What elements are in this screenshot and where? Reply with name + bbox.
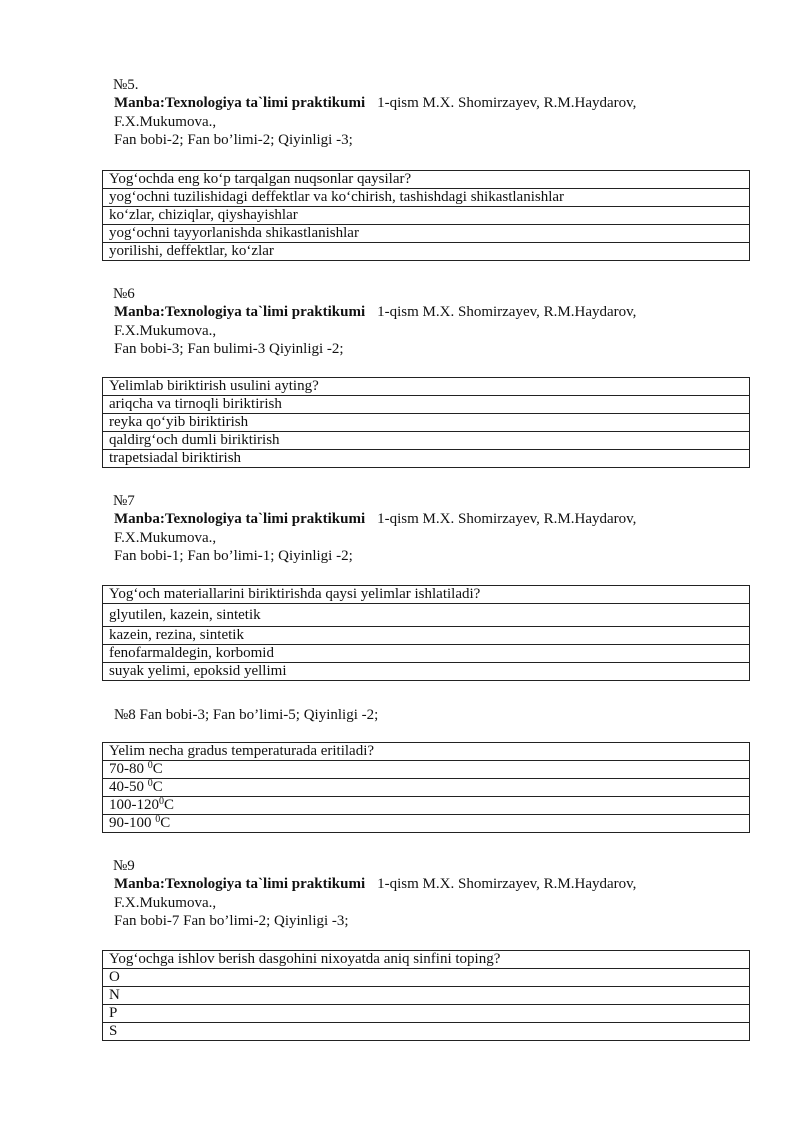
question-table-5 bbox=[102, 170, 750, 261]
answer-option: fenofarmaldegin, korbomid bbox=[103, 645, 750, 663]
answer-unit: C bbox=[160, 815, 171, 831]
answer-row bbox=[103, 779, 750, 797]
question-header-8 bbox=[114, 706, 754, 724]
question-header-5 bbox=[114, 76, 754, 149]
answer-unit: C bbox=[152, 779, 163, 795]
answer-row bbox=[103, 207, 750, 225]
answer-value: 90-100 bbox=[109, 815, 156, 831]
answer-row bbox=[103, 450, 750, 468]
answer-option: O bbox=[103, 969, 750, 987]
answer-option: qaldirg‘och dumli biriktirish bbox=[103, 432, 750, 450]
answer-row bbox=[103, 604, 750, 627]
question-header-6 bbox=[114, 285, 754, 358]
source-label: Manba:Texnologiya ta`limi praktikumi bbox=[114, 876, 366, 893]
answer-option: kazein, rezina, sintetik bbox=[103, 627, 750, 645]
source-label: Manba:Texnologiya ta`limi praktikumi bbox=[114, 511, 366, 528]
source-authors: 1-qism M.X. Shomirzayev, R.M.Haydarov, bbox=[377, 511, 637, 528]
answer-row bbox=[103, 797, 750, 815]
question-number: №6 bbox=[113, 286, 135, 302]
question-text: Yelim necha gradus temperaturada eritiladi? bbox=[103, 743, 750, 761]
source-authors: 1-qism M.X. Shomirzayev, R.M.Haydarov, bbox=[377, 95, 637, 112]
source-line bbox=[114, 875, 754, 893]
answer-row bbox=[103, 396, 750, 414]
answer-row bbox=[103, 243, 750, 261]
question-number: №5. bbox=[113, 77, 139, 93]
source-authors-cont: F.X.Mukumova., bbox=[114, 529, 217, 546]
answer-option bbox=[103, 779, 750, 797]
answer-option: ko‘zlar, chiziqlar, qiyshayishlar bbox=[103, 207, 750, 225]
answer-value: 100-120 bbox=[109, 797, 159, 813]
answer-option: yog‘ochni tayyorlanishda shikastlanishlar bbox=[103, 225, 750, 243]
degree-superscript: 0 bbox=[147, 760, 153, 771]
degree-superscript: 0 bbox=[147, 778, 153, 789]
source-authors-cont: F.X.Mukumova., bbox=[114, 113, 217, 130]
answer-option bbox=[103, 797, 750, 815]
question-row bbox=[103, 951, 750, 969]
question-number: №7 bbox=[113, 493, 135, 509]
source-authors-cont: F.X.Mukumova., bbox=[114, 322, 217, 339]
degree-superscript: 0 bbox=[159, 796, 164, 807]
answer-option bbox=[103, 761, 750, 779]
answer-option: ariqcha va tirnoqli biriktirish bbox=[103, 396, 750, 414]
question-meta: Fan bobi-7 Fan bo’limi-2; Qiyinligi -3; bbox=[114, 912, 349, 929]
answer-option: P bbox=[103, 1005, 750, 1023]
question-table-9 bbox=[102, 950, 750, 1041]
answer-option: glyutilen, kazein, sintetik bbox=[103, 604, 750, 627]
source-authors: 1-qism M.X. Shomirzayev, R.M.Haydarov, bbox=[377, 876, 637, 893]
answer-option: reyka qo‘yib biriktirish bbox=[103, 414, 750, 432]
answer-row bbox=[103, 663, 750, 681]
question-row bbox=[103, 586, 750, 604]
question-row bbox=[103, 378, 750, 396]
answer-option bbox=[103, 815, 750, 833]
answer-row bbox=[103, 414, 750, 432]
question-row bbox=[103, 743, 750, 761]
source-line bbox=[114, 303, 754, 321]
question-text: Yog‘ochda eng ko‘p tarqalgan nuqsonlar qaysilar? bbox=[103, 171, 750, 189]
answer-value: 70-80 bbox=[109, 761, 148, 777]
answer-row bbox=[103, 969, 750, 987]
question-meta: Fan bobi-3; Fan bulimi-3 Qiyinligi -2; bbox=[114, 340, 344, 357]
question-number: №9 bbox=[113, 858, 135, 874]
answer-unit: C bbox=[152, 761, 163, 777]
question-table-6 bbox=[102, 377, 750, 468]
answer-row bbox=[103, 225, 750, 243]
answer-unit: C bbox=[164, 797, 175, 813]
answer-row bbox=[103, 189, 750, 207]
answer-option: yorilishi, deffektlar, ko‘zlar bbox=[103, 243, 750, 261]
question-table-8 bbox=[102, 742, 750, 833]
question-number-meta: №8 Fan bobi-3; Fan bo’limi-5; Qiyinligi -2; bbox=[114, 707, 379, 723]
answer-row bbox=[103, 987, 750, 1005]
question-text: Yelimlab biriktirish usulini ayting? bbox=[103, 378, 750, 396]
source-label: Manba:Texnologiya ta`limi praktikumi bbox=[114, 95, 366, 112]
source-authors-cont: F.X.Mukumova., bbox=[114, 894, 217, 911]
degree-superscript: 0 bbox=[155, 814, 161, 825]
answer-row bbox=[103, 815, 750, 833]
question-row bbox=[103, 171, 750, 189]
answer-option: N bbox=[103, 987, 750, 1005]
question-header-7 bbox=[114, 492, 754, 565]
question-header-9 bbox=[114, 857, 754, 930]
answer-row bbox=[103, 627, 750, 645]
question-meta: Fan bobi-1; Fan bo’limi-1; Qiyinligi -2; bbox=[114, 547, 353, 564]
answer-row bbox=[103, 1005, 750, 1023]
answer-option: suyak yelimi, epoksid yellimi bbox=[103, 663, 750, 681]
question-table-7 bbox=[102, 585, 750, 681]
question-meta: Fan bobi-2; Fan bo’limi-2; Qiyinligi -3; bbox=[114, 131, 353, 148]
answer-row bbox=[103, 761, 750, 779]
source-authors: 1-qism M.X. Shomirzayev, R.M.Haydarov, bbox=[377, 304, 637, 321]
answer-option: trapetsiadal biriktirish bbox=[103, 450, 750, 468]
answer-value: 40-50 bbox=[109, 779, 148, 795]
answer-row bbox=[103, 645, 750, 663]
answer-row bbox=[103, 1023, 750, 1041]
question-text: Yog‘ochga ishlov berish dasgohini nixoyatda aniq sinfini toping? bbox=[103, 951, 750, 969]
source-line bbox=[114, 510, 754, 528]
source-line bbox=[114, 94, 754, 112]
answer-row bbox=[103, 432, 750, 450]
question-text: Yog‘och materiallarini biriktirishda qaysi yelimlar ishlatiladi? bbox=[103, 586, 750, 604]
answer-option: yog‘ochni tuzilishidagi deffektlar va ko‘chirish, tashishdagi shikastlanishlar bbox=[103, 189, 750, 207]
answer-option: S bbox=[103, 1023, 750, 1041]
source-label: Manba:Texnologiya ta`limi praktikumi bbox=[114, 304, 366, 321]
